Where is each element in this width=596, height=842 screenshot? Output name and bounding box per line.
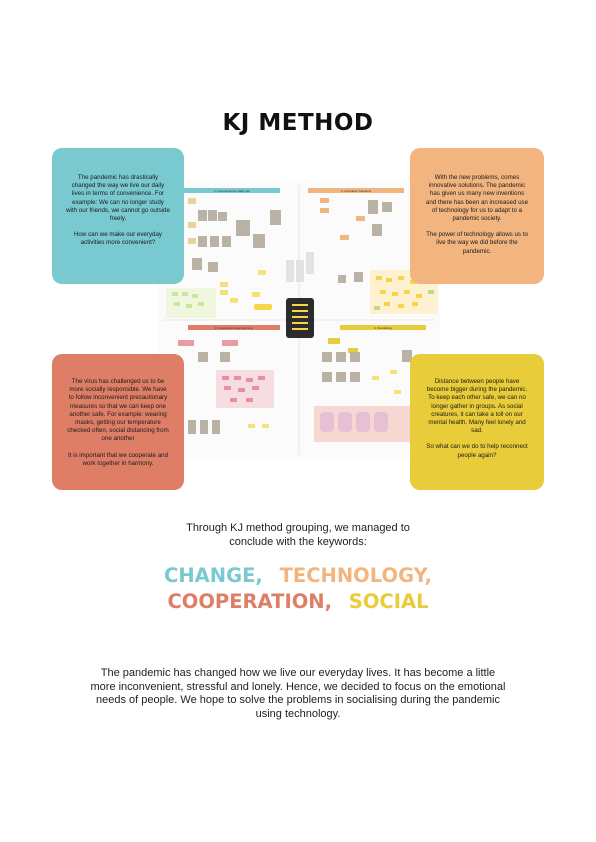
card-technology-note: The power of technology allows us to live the way we did before the pandemic.	[426, 231, 528, 255]
board-section-2: 2. Innovative Solutions	[340, 189, 372, 193]
card-cooperation-text: The virus has challenged us to be more socially responsible. We have to follow inconvenient precautionary measures so that we can keep one another safe. For example: wearing masks, getting our temperature checked often, social distancing from one another	[67, 378, 169, 443]
kj-board-image	[158, 180, 440, 460]
conclusion-text: Through KJ method grouping, we managed to conclude with the keywords:	[186, 522, 410, 548]
card-change-question: How can we make our everyday activities more convenient?	[73, 231, 163, 247]
card-technology-text: With the new problems, comes innovative solutions. The pandemic has given us many new inventions and there has been an increased use of technology for us to adapt to a pandemic society.	[425, 174, 529, 223]
card-cooperation	[52, 354, 184, 490]
board-section-4: 4. Socialising	[374, 326, 392, 330]
board-section-3: 3. Cooperation and Harmony	[214, 326, 254, 330]
page-title: KJ METHOD	[222, 110, 374, 136]
keyword-cooperation: COOPERATION,	[167, 590, 332, 613]
summary-text: The pandemic has changed how we live our everyday lives. It has become a little more inconvenient, stressful and lonely. Hence, we decided to focus on the emotional needs of people. We hope to solve the problems in socialising during the pandemic using technology.	[90, 667, 506, 720]
card-cooperation-note: It is important that we cooperate and work together in harmony.	[67, 451, 169, 467]
board-section-1: 1. Inconvenience Daily Life	[214, 189, 250, 193]
keywords-line-1	[0, 564, 596, 587]
keyword-change: CHANGE,	[164, 564, 263, 587]
keyword-social: SOCIAL	[348, 590, 429, 613]
card-change	[52, 148, 184, 284]
card-social-question: So what can we do to help reconnect people again?	[426, 443, 528, 459]
card-social	[410, 354, 544, 490]
keywords-line-2	[0, 590, 596, 613]
card-change-text: The pandemic has drastically changed the way we live our daily lives in terms of convenience. For example: We can no longer study with our friends, we cannot go outside freely.	[66, 174, 170, 223]
keyword-technology: TECHNOLOGY,	[279, 564, 432, 587]
card-technology	[410, 148, 544, 284]
card-social-text: Distance between people have become bigger during the pandemic. To keep each other safe, we can no longer gather in groups. As social creatures, it can take a toll on our mental health. Many feel lonely and sad.	[426, 378, 528, 435]
